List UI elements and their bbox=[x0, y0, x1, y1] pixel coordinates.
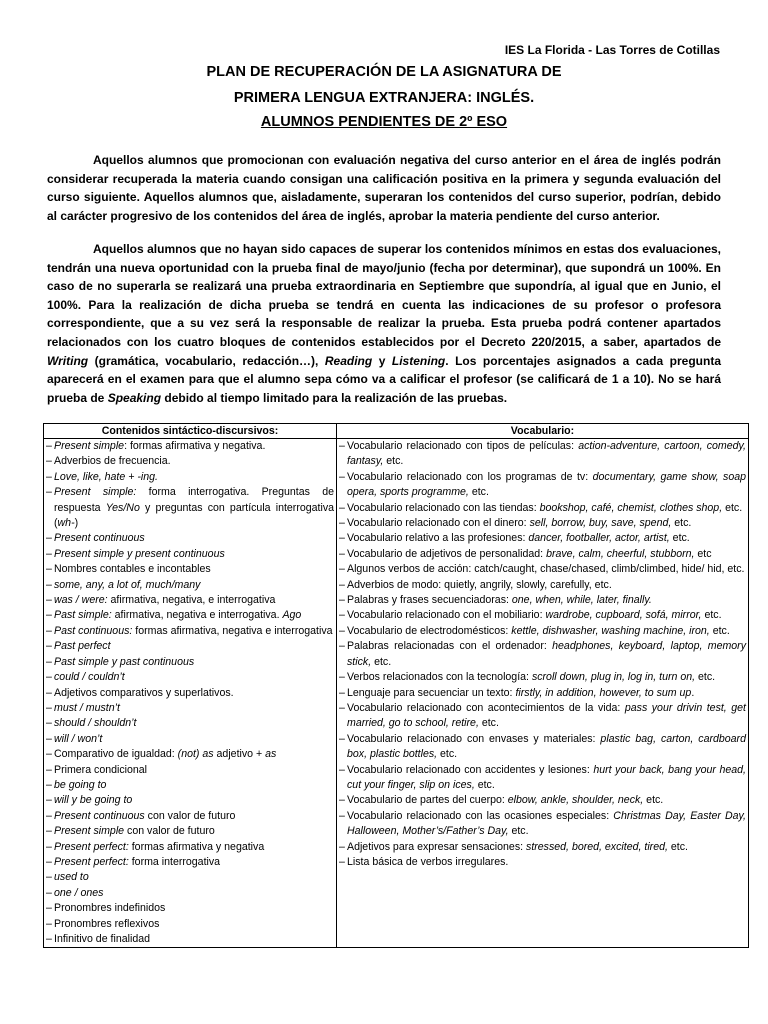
contenido-item bbox=[46, 932, 334, 947]
contenido-item bbox=[46, 778, 334, 793]
vocabulario-item bbox=[339, 732, 746, 763]
contenido-item-text: Present simple y present continuous bbox=[54, 547, 225, 560]
vocabulario-item-text: etc. bbox=[667, 840, 688, 853]
contenido-item bbox=[46, 531, 334, 546]
contenido-item bbox=[46, 670, 334, 685]
vocabulario-item-text: Vocabulario relacionado con acontecimientos de la vida: bbox=[347, 701, 625, 714]
contenido-item bbox=[46, 747, 334, 762]
vocabulario-item-text: etc. bbox=[671, 517, 692, 530]
contenido-item-text: was / were: bbox=[54, 594, 108, 607]
vocabulario-item bbox=[339, 593, 746, 608]
contenido-item-text: wh- bbox=[57, 517, 75, 530]
contenido-item bbox=[46, 547, 334, 562]
contenido-item-text: will y be going to bbox=[54, 794, 133, 807]
header-contenidos: Contenidos sintáctico-discursivos: bbox=[44, 424, 337, 439]
title-line-3: ALUMNOS PENDIENTES DE 2º ESO bbox=[260, 114, 508, 130]
contenido-item-text: Comparativo de igualdad: bbox=[54, 748, 178, 761]
vocabulario-item-text: Algunos verbos de acción: catch/caught, chase/chased, climb/climbed, hide/ hid, etc. bbox=[347, 563, 745, 576]
vocabulario-item-text: etc. bbox=[709, 624, 730, 637]
vocabulario-list bbox=[339, 439, 746, 870]
vocabulario-item-text: stressed, bored, excited, tired, bbox=[526, 840, 668, 853]
vocabulario-item bbox=[339, 670, 746, 685]
contenido-item bbox=[46, 470, 334, 485]
contenido-item bbox=[46, 870, 334, 885]
vocabulario-item bbox=[339, 547, 746, 562]
vocabulario-item bbox=[339, 470, 746, 501]
contenido-item-text: should / shouldn’t bbox=[54, 717, 137, 730]
contenido-item bbox=[46, 901, 334, 916]
vocabulario-item-text: etc. bbox=[643, 794, 664, 807]
vocabulario-item bbox=[339, 562, 746, 577]
contenido-item-text: Adverbios de frecuencia. bbox=[54, 455, 171, 468]
vocabulario-item-text: Vocabulario de partes del cuerpo: bbox=[347, 794, 508, 807]
vocabulario-item-text: Vocabulario relacionado con tipos de películas: bbox=[347, 440, 579, 452]
contenido-item-text: Present simple bbox=[54, 440, 125, 452]
vocabulario-item bbox=[339, 701, 746, 732]
contenido-item-text: one / ones bbox=[54, 886, 104, 899]
contenido-item-text: Adjetivos comparativos y superlativos. bbox=[54, 686, 234, 699]
vocabulario-item bbox=[339, 855, 746, 870]
contenido-item-text: Nombres contables e incontables bbox=[54, 563, 211, 576]
vocabulario-item bbox=[339, 793, 746, 808]
vocabulario-item-text: Verbos relacionados con la tecnología: bbox=[347, 671, 532, 684]
contenido-item bbox=[46, 855, 334, 870]
contents-table bbox=[43, 423, 749, 948]
contenido-item-text: Primera condicional bbox=[54, 763, 148, 776]
vocabulario-item-text: Lenguaje para secuenciar un texto: bbox=[347, 686, 516, 699]
contenido-item bbox=[46, 578, 334, 593]
vocabulario-item-text: etc. bbox=[474, 778, 495, 791]
contenido-item-text: be going to bbox=[54, 778, 107, 791]
contenido-item bbox=[46, 593, 334, 608]
contenido-item-text: Past simple: bbox=[54, 609, 112, 622]
vocabulario-item bbox=[339, 624, 746, 639]
vocabulario-item-text: Vocabulario de adjetivos de personalidad: bbox=[347, 547, 547, 560]
paragraph-2-text-d: . Los porcentajes asignados a cada pregunta aparecerá en el examen para que el alumno sepa cómo va a calificar el profesor (se calificará de 1 a 10). No se hará prueba de bbox=[47, 353, 721, 405]
contenido-item bbox=[46, 840, 334, 855]
vocabulario-item-text: Vocabulario de electrodomésticos: bbox=[347, 624, 512, 637]
contenido-item-text: afirmativa, negativa e interrogativa. bbox=[111, 609, 283, 622]
contenido-item-text: adjetivo + bbox=[213, 748, 266, 761]
vocabulario-item bbox=[339, 439, 746, 470]
vocabulario-item-text: pass your drivin test, get married, go to school, retire, bbox=[347, 701, 747, 730]
vocabulario-item-text: . bbox=[691, 686, 695, 699]
vocabulario-item-text: etc bbox=[694, 547, 712, 560]
vocabulario-item-text: Vocabulario relacionado con los programas de tv: bbox=[347, 470, 593, 483]
school-header: IES La Florida - Las Torres de Cotillas bbox=[504, 43, 720, 57]
vocabulario-item-text: etc. bbox=[383, 455, 404, 468]
contenido-item-text: y preguntas con partícula interrogativa ( bbox=[54, 501, 335, 530]
vocabulario-item-text: one, when, while, later, finally. bbox=[511, 594, 652, 607]
contenido-item-text: Yes/No bbox=[105, 501, 140, 514]
contenido-item bbox=[46, 624, 334, 639]
vocabulario-item bbox=[339, 501, 746, 516]
contenido-item bbox=[46, 809, 334, 824]
contenido-item-text: Present simple: bbox=[54, 486, 137, 499]
vocabulario-item-text: sell, borrow, buy, save, spend, bbox=[529, 517, 672, 530]
vocabulario-item-text: etc. bbox=[701, 609, 722, 622]
contenido-item-text: as bbox=[265, 748, 277, 761]
contenido-item-text: Pronombres reflexivos bbox=[54, 917, 160, 930]
vocabulario-item-text: brave, calm, cheerful, stubborn, bbox=[546, 547, 695, 560]
vocabulario-item bbox=[339, 608, 746, 623]
vocabulario-item-text: Vocabulario relacionado con el mobiliario: bbox=[347, 609, 546, 622]
contenidos-list bbox=[46, 439, 334, 947]
contenido-item bbox=[46, 886, 334, 901]
contenido-item-text: Present perfect: bbox=[54, 855, 129, 868]
vocabulario-item-text: Palabras y frases secuenciadoras: bbox=[347, 594, 512, 607]
contenido-item-text: must / mustn’t bbox=[54, 701, 120, 714]
vocabulario-cell bbox=[337, 439, 749, 948]
vocabulario-item-text: Vocabulario relacionado con las ocasiones especiales: bbox=[347, 809, 614, 822]
contenido-item-text: Present simple bbox=[54, 825, 125, 838]
contenido-item bbox=[46, 485, 334, 531]
paragraph-1-text: Aquellos alumnos que promocionan con evaluación negativa del curso anterior en el área de inglés podrán considerar recuperada la materia cuando consigan una calificación positiva en la primera y segunda evaluación del curso siguiente. Aquellos alumnos que, aisladamente, superaran los contenidos del curso superior, podrían, debido al carácter progresivo de los contenidos del área de inglés, aprobar la materia pendiente del curso anterior. bbox=[47, 153, 721, 223]
contenido-item-text: Present continuous bbox=[54, 532, 145, 545]
contenido-item-text: Present perfect: bbox=[54, 840, 129, 853]
contenido-item bbox=[46, 439, 334, 454]
vocabulario-item bbox=[339, 531, 746, 546]
title-line-2: PRIMERA LENGUA EXTRANJERA: INGLÉS. bbox=[233, 90, 535, 106]
vocabulario-item bbox=[339, 516, 746, 531]
contenido-item bbox=[46, 655, 334, 670]
contenido-item-text: : formas afirmativa y negativa. bbox=[124, 440, 266, 452]
contenido-item bbox=[46, 686, 334, 701]
contenido-item-text: Pronombres indefinidos bbox=[54, 902, 166, 915]
vocabulario-item-text: Adjetivos para expresar sensaciones: bbox=[347, 840, 527, 853]
vocabulario-item-text: etc. bbox=[437, 748, 458, 761]
contenido-item-text: forma interrogativa bbox=[128, 855, 221, 868]
paragraph-1 bbox=[47, 151, 721, 225]
contenido-item bbox=[46, 732, 334, 747]
vocabulario-item-text: kettle, dishwasher, washing machine, iron, bbox=[511, 624, 710, 637]
vocabulario-item-text: Vocabulario relacionado con accidentes y lesiones: bbox=[347, 763, 594, 776]
vocabulario-item-text: headphones, keyboard, laptop, memory stick, bbox=[347, 640, 747, 668]
paragraph-2 bbox=[47, 240, 721, 407]
contenido-item-text: Ago bbox=[282, 609, 302, 622]
contenido-item-text: Past continuous: bbox=[54, 624, 133, 637]
contenido-item-text: ) bbox=[74, 517, 79, 530]
vocabulario-item bbox=[339, 686, 746, 701]
vocabulario-item bbox=[339, 840, 746, 855]
vocabulario-item-text: Christmas Day, Easter Day, Halloween, Mother’s/Father’s Day, bbox=[347, 809, 746, 838]
vocabulario-item-text: etc. bbox=[722, 501, 743, 514]
contenido-item bbox=[46, 824, 334, 839]
vocabulario-item-text: documentary, game show, soap opera, sports programme, bbox=[347, 470, 746, 499]
vocabulario-item-text: bookshop, café, chemist, clothes shop, bbox=[539, 501, 723, 514]
vocabulario-item-text: etc. bbox=[669, 532, 690, 545]
contenido-item-text: Infinitivo de finalidad bbox=[54, 933, 150, 945]
vocabulario-item-text: hurt your back, bang your head, cut your finger, slip on ices, bbox=[347, 763, 746, 791]
vocabulario-item-text: elbow, ankle, shoulder, neck, bbox=[507, 794, 644, 807]
vocabulario-item bbox=[339, 578, 746, 593]
contenido-item-text: afirmativa, negativa, e interrogativa bbox=[107, 594, 276, 607]
vocabulario-item-text: plastic bag, carton, cardboard box, plastic bottles, bbox=[347, 732, 746, 761]
contenido-item bbox=[46, 716, 334, 731]
contenido-item-text: formas afirmativa, negativa e interrogativa bbox=[132, 624, 333, 637]
vocabulario-item-text: Adverbios de modo: quietly, angrily, slowly, carefully, etc. bbox=[347, 578, 612, 591]
contenido-item bbox=[46, 562, 334, 577]
vocabulario-item-text: Vocabulario relacionado con envases y materiales: bbox=[347, 732, 601, 745]
vocabulario-item-text: firstly, in addition, however, to sum up bbox=[515, 686, 692, 699]
contenido-item-text: used to bbox=[54, 871, 89, 884]
paragraph-2-text-e: debido al tiempo limitado para la realización de las pruebas. bbox=[161, 390, 508, 405]
contenido-item-text: Present continuous bbox=[54, 809, 145, 822]
term-reading: Reading bbox=[324, 353, 373, 368]
vocabulario-item bbox=[339, 639, 746, 670]
contenido-item-text: forma interrogativa. Preguntas de respuesta bbox=[54, 486, 334, 514]
vocabulario-item-text: Lista básica de verbos irregulares. bbox=[347, 855, 509, 868]
header-vocabulario: Vocabulario: bbox=[337, 424, 749, 439]
contenido-item-text: (not) as bbox=[177, 748, 214, 761]
term-writing: Writing bbox=[47, 353, 89, 368]
contenido-item bbox=[46, 793, 334, 808]
term-listening: Listening bbox=[391, 353, 446, 368]
contenido-item-text: could / couldn’t bbox=[54, 671, 125, 684]
vocabulario-item-text: Vocabulario relacionado con el dinero: bbox=[347, 517, 530, 530]
contenido-item bbox=[46, 639, 334, 654]
paragraph-2-text-a: Aquellos alumnos que no hayan sido capaces de superar los contenidos mínimos en estas dos evaluaciones, tendrán una nueva oportunidad con la prueba final de mayo/junio (fecha por determinar), que supondrá un 100%. En caso de no superarla se realizará una prueba extraordinaria en Septiembre que supondría, al igual que en Junio, el 100%. Para la realización de dicha prueba se tendrá en cuenta las indicaciones de su profesor o profesora correspondiente, que a su vez será la responsable de realizar la prueba. Esta prueba podrá contener apartados relacionados con los cuatro bloques de contenidos establecidos por el Decreto 220/2015, a saber, apartados de bbox=[47, 242, 721, 349]
contenido-item bbox=[46, 763, 334, 778]
contenido-item-text: some, any, a lot of, much/many bbox=[54, 578, 201, 591]
vocabulario-item-text: dancer, footballer, actor, artist, bbox=[528, 532, 670, 545]
vocabulario-item bbox=[339, 763, 746, 794]
vocabulario-item-text: etc. bbox=[468, 486, 489, 499]
vocabulario-item-text: action-adventure, cartoon, comedy, fantasy, bbox=[347, 440, 746, 468]
contenido-item-text: con valor de futuro bbox=[124, 825, 215, 838]
contenido-item-text: will / won’t bbox=[54, 732, 103, 745]
vocabulario-item-text: scroll down, plug in, log in, turn on, bbox=[531, 671, 696, 684]
paragraph-2-text-c: y bbox=[372, 353, 392, 368]
contenido-item-text: Past perfect bbox=[54, 640, 111, 653]
title-line-1: PLAN DE RECUPERACIÓN DE LA ASIGNATURA DE bbox=[206, 64, 562, 80]
contenido-item-text: Past simple y past continuous bbox=[54, 655, 195, 668]
contenido-item-text: con valor de futuro bbox=[144, 809, 236, 822]
vocabulario-item-text: etc. bbox=[371, 655, 392, 668]
contenido-item-text: Love, like, hate + -ing. bbox=[54, 470, 158, 483]
term-speaking: Speaking bbox=[107, 390, 162, 405]
vocabulario-item bbox=[339, 809, 746, 840]
vocabulario-item-text: etc. bbox=[695, 671, 716, 684]
contenido-item bbox=[46, 454, 334, 469]
vocabulario-item-text: etc. bbox=[508, 825, 529, 838]
contenido-item-text: formas afirmativa y negativa bbox=[128, 840, 265, 853]
paragraph-2-text-b: (gramática, vocabulario, redacción…), bbox=[88, 353, 325, 368]
vocabulario-item-text: Vocabulario relacionado con las tiendas: bbox=[347, 501, 540, 514]
vocabulario-item-text: wardrobe, cupboard, sofá, mirror, bbox=[545, 609, 702, 622]
vocabulario-item-text: Palabras relacionadas con el ordenador: bbox=[347, 640, 553, 653]
contenido-item bbox=[46, 917, 334, 932]
contenidos-cell bbox=[44, 439, 337, 948]
contenido-item bbox=[46, 701, 334, 716]
contenido-item bbox=[46, 608, 334, 623]
vocabulario-item-text: Vocabulario relativo a las profesiones: bbox=[347, 532, 529, 545]
vocabulario-item-text: etc. bbox=[478, 717, 499, 730]
